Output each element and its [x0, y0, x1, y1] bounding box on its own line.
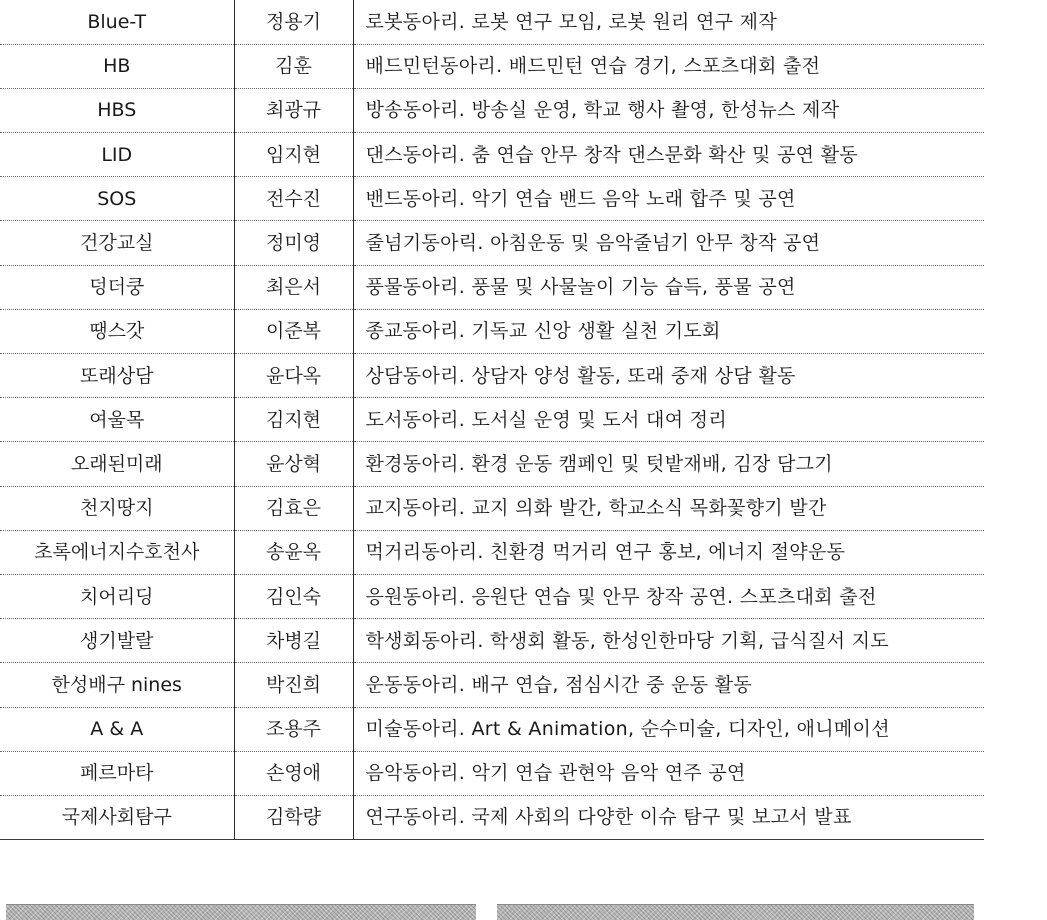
club-row — [0, 309, 984, 353]
club-name-cell: 건강교실 — [0, 221, 234, 265]
club-leader-cell: 이준복 — [234, 309, 353, 353]
club-row — [0, 265, 984, 309]
club-description-cell: 종교동아리. 기독교 신앙 생활 실천 기도회 — [353, 309, 984, 353]
club-description-cell: 방송동아리. 방송실 운영, 학교 행사 촬영, 한성뉴스 제작 — [353, 88, 984, 132]
club-leader-cell: 김학량 — [234, 795, 353, 839]
club-name-cell: 땡스갓 — [0, 309, 234, 353]
photo-right-cropped — [497, 904, 974, 920]
club-description-cell: 도서동아리. 도서실 운영 및 도서 대여 정리 — [353, 398, 984, 442]
club-description-cell: 밴드동아리. 악기 연습 밴드 음악 노래 합주 및 공연 — [353, 177, 984, 221]
club-description-cell: 줄넘기동아릭. 아침운동 및 음악줄넘기 안무 창작 공연 — [353, 221, 984, 265]
club-leader-cell: 송윤옥 — [234, 530, 353, 574]
club-name-cell: 한성배구 nines — [0, 663, 234, 707]
club-leader-cell: 윤상혁 — [234, 442, 353, 486]
club-description-cell: 풍물동아리. 풍물 및 사물놀이 기능 습득, 풍물 공연 — [353, 265, 984, 309]
club-name-cell: SOS — [0, 177, 234, 221]
club-name-cell: 국제사회탐구 — [0, 795, 234, 839]
club-row — [0, 133, 984, 177]
club-leader-cell: 김지현 — [234, 398, 353, 442]
club-name-cell: HB — [0, 44, 234, 88]
club-row — [0, 442, 984, 486]
club-description-cell: 환경동아리. 환경 운동 캠페인 및 텃밭재배, 김장 담그기 — [353, 442, 984, 486]
club-name-cell: 여울목 — [0, 398, 234, 442]
club-description-cell: 로봇동아리. 로봇 연구 모임, 로봇 원리 연구 제작 — [353, 0, 984, 44]
club-name-cell: 초록에너지수호천사 — [0, 530, 234, 574]
club-name-cell: 오래된미래 — [0, 442, 234, 486]
club-row — [0, 795, 984, 839]
club-row — [0, 88, 984, 132]
club-row — [0, 0, 984, 44]
photo-left-cropped — [6, 904, 476, 920]
club-leader-cell: 박진희 — [234, 663, 353, 707]
club-description-cell: 학생회동아리. 학생회 활동, 한성인한마당 기획, 급식질서 지도 — [353, 619, 984, 663]
club-description-cell: 배드민턴동아리. 배드민턴 연습 경기, 스포츠대회 출전 — [353, 44, 984, 88]
club-leader-cell: 조용주 — [234, 707, 353, 751]
club-description-cell: 음악동아리. 악기 연습 관현악 음악 연주 공연 — [353, 751, 984, 795]
club-name-cell: 천지땅지 — [0, 486, 234, 530]
club-row — [0, 177, 984, 221]
club-leader-cell: 최은서 — [234, 265, 353, 309]
club-leader-cell: 최광규 — [234, 88, 353, 132]
club-leader-cell: 전수진 — [234, 177, 353, 221]
club-row — [0, 530, 984, 574]
club-leader-cell: 김효은 — [234, 486, 353, 530]
club-leader-cell: 정미영 — [234, 221, 353, 265]
club-description-cell: 응원동아리. 응원단 연습 및 안무 창작 공연. 스포츠대회 출전 — [353, 574, 984, 618]
club-name-cell: HBS — [0, 88, 234, 132]
club-row — [0, 574, 984, 618]
club-description-cell: 교지동아리. 교지 의화 발간, 학교소식 목화꽃향기 발간 — [353, 486, 984, 530]
club-description-cell: 먹거리동아리. 친환경 먹거리 연구 홍보, 에너지 절약운동 — [353, 530, 984, 574]
club-row — [0, 398, 984, 442]
club-name-cell: 생기발랄 — [0, 619, 234, 663]
club-leader-cell: 임지현 — [234, 133, 353, 177]
club-name-cell: 치어리딩 — [0, 574, 234, 618]
club-row — [0, 486, 984, 530]
club-description-cell: 미술동아리. Art & Animation, 순수미술, 디자인, 애니메이션 — [353, 707, 984, 751]
club-description-cell: 운동동아리. 배구 연습, 점심시간 중 운동 활동 — [353, 663, 984, 707]
club-name-cell: 페르마타 — [0, 751, 234, 795]
club-name-cell: Blue-T — [0, 0, 234, 44]
club-row — [0, 619, 984, 663]
club-name-cell: 또래상담 — [0, 354, 234, 398]
club-leader-cell: 김인숙 — [234, 574, 353, 618]
club-leader-cell: 차병길 — [234, 619, 353, 663]
club-row — [0, 354, 984, 398]
club-leader-cell: 손영애 — [234, 751, 353, 795]
club-row — [0, 663, 984, 707]
club-row — [0, 221, 984, 265]
club-description-cell: 상담동아리. 상담자 양성 활동, 또래 중재 상담 활동 — [353, 354, 984, 398]
club-description-cell: 댄스동아리. 춤 연습 안무 창작 댄스문화 확산 및 공연 활동 — [353, 133, 984, 177]
club-leader-cell: 김훈 — [234, 44, 353, 88]
club-row — [0, 44, 984, 88]
club-description-cell: 연구동아리. 국제 사회의 다양한 이슈 탐구 및 보고서 발표 — [353, 795, 984, 839]
club-leader-cell: 정용기 — [234, 0, 353, 44]
club-leader-cell: 윤다옥 — [234, 354, 353, 398]
club-name-cell: 덩더쿵 — [0, 265, 234, 309]
club-row — [0, 707, 984, 751]
club-name-cell: LID — [0, 133, 234, 177]
club-row — [0, 751, 984, 795]
club-name-cell: A & A — [0, 707, 234, 751]
